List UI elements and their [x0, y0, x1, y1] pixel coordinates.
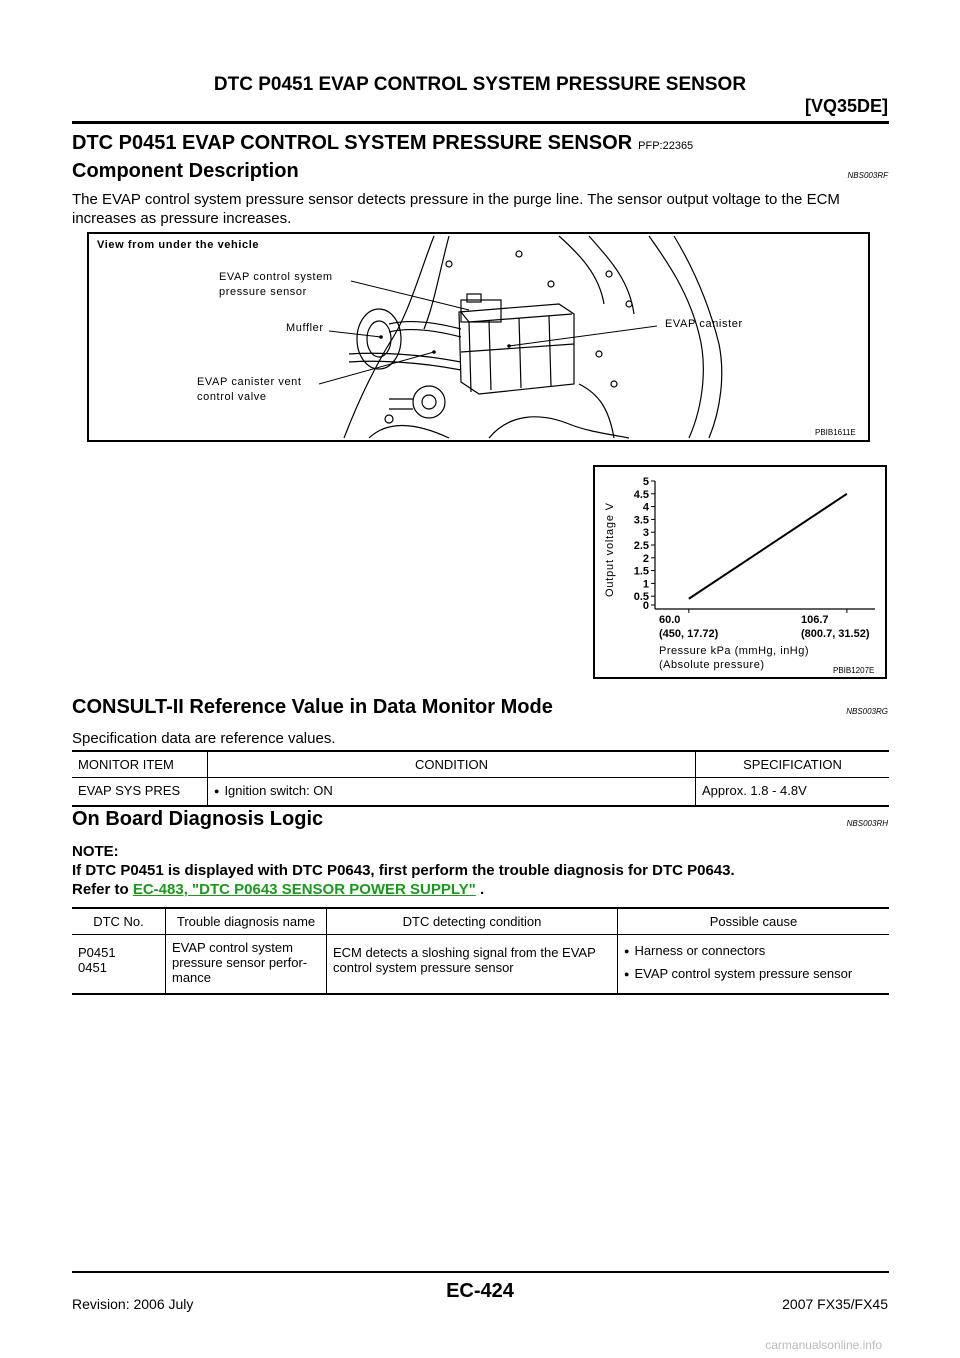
- y-axis-label: Output voltage V: [604, 502, 616, 597]
- table-header-row: [72, 751, 889, 778]
- figure-caption: View from under the vehicle: [97, 239, 260, 251]
- col-dtc-no: DTC No.: [72, 908, 166, 935]
- note-refer-text: Refer to: [72, 881, 133, 898]
- cell-trouble-name: EVAP control system pressure sensor perfor-mance: [166, 935, 327, 995]
- cell-monitor-item: EVAP SYS PRES: [72, 778, 208, 807]
- header-rule: [72, 121, 889, 124]
- y-tick-label: 4: [642, 501, 649, 514]
- watermark: carmanualsonline.info: [765, 1338, 882, 1352]
- y-tick-label: 0.5: [633, 591, 649, 604]
- reference-link[interactable]: EC-483, "DTC P0643 SENSOR POWER SUPPLY": [132, 881, 476, 898]
- cell-dtc-no: [72, 935, 166, 995]
- pfp-code: PFP:22365: [638, 140, 694, 152]
- consult-table: [72, 750, 889, 807]
- x-axis-label-line2: (Absolute pressure): [659, 659, 765, 671]
- y-tick-label: 1.5: [633, 565, 649, 578]
- col-specification: SPECIFICATION: [696, 751, 890, 778]
- section-title-text: DTC P0451 EVAP CONTROL SYSTEM PRESSURE SENSOR: [72, 132, 633, 154]
- page-number: EC-424: [446, 1280, 514, 1302]
- consult-heading: CONSULT-II Reference Value in Data Monitor Mode: [72, 696, 553, 718]
- y-tick-label: 4.5: [633, 488, 649, 501]
- revision: Revision: 2006 July: [72, 1296, 194, 1312]
- table-row: [72, 778, 889, 807]
- y-tick-label: 2.5: [633, 540, 649, 552]
- footer-rule: [72, 1271, 889, 1273]
- y-tick-label: 1: [642, 578, 649, 591]
- cell-possible-cause: [618, 935, 890, 995]
- x-tick-left-units: (450, 17.72): [659, 628, 719, 640]
- x-axis-label-line1: Pressure kPa (mmHg, inHg): [659, 645, 810, 657]
- label-evap-canister: EVAP canister: [665, 318, 743, 330]
- dtc-code-short: 0451: [78, 960, 107, 975]
- engine-code: [VQ35DE]: [804, 96, 888, 116]
- cell-detecting-condition: ECM detects a sloshing signal from the EVAP control system pressure sensor: [327, 935, 618, 995]
- y-tick-label: 0: [642, 600, 649, 612]
- label-pressure-sensor-line2: pressure sensor: [219, 286, 307, 298]
- component-code: NBS003RF: [847, 171, 888, 180]
- y-tick-label: 3: [642, 527, 649, 540]
- consult-code: NBS003RG: [846, 707, 888, 716]
- col-possible-cause: Possible cause: [618, 908, 890, 935]
- component-text: The EVAP control system pressure sensor detects pressure in the purge line. The sensor output voltage to the ECM increases as pressure increases.: [72, 191, 840, 227]
- label-muffler: Muffler: [286, 322, 324, 334]
- component-heading: Component Description: [72, 160, 299, 182]
- label-vent-valve-line1: EVAP canister vent: [197, 376, 302, 388]
- col-detecting-condition: DTC detecting condition: [327, 908, 618, 935]
- cell-condition: ● Ignition switch: ON: [208, 778, 696, 807]
- page-header-title: DTC P0451 EVAP CONTROL SYSTEM PRESSURE SENSOR: [213, 74, 747, 95]
- label-vent-valve-line2: control valve: [197, 391, 267, 403]
- output-voltage-chart-figure: [593, 465, 887, 679]
- y-tick-label: 5: [642, 476, 649, 488]
- x-tick-right-value: 106.7: [801, 614, 829, 626]
- obd-code: NBS003RH: [846, 819, 888, 828]
- figure2-code: PBIB1207E: [833, 666, 875, 675]
- section-title: [72, 132, 693, 155]
- col-trouble-name: Trouble diagnosis name: [166, 908, 327, 935]
- col-condition: CONDITION: [208, 751, 696, 778]
- note-line2: [72, 880, 484, 899]
- note-line1: If DTC P0451 is displayed with DTC P0643, first perform the trouble diagnosis for DTC P0643.: [72, 862, 735, 879]
- cause-item: ● Harness or connectors: [624, 943, 883, 960]
- obd-heading: On Board Diagnosis Logic: [72, 808, 324, 830]
- x-tick-right-units: (800.7, 31.52): [801, 628, 870, 640]
- dtc-code: P0451: [78, 945, 116, 960]
- y-tick-label: 3.5: [633, 514, 649, 527]
- cell-specification: Approx. 1.8 - 4.8V: [696, 778, 890, 807]
- col-monitor-item: MONITOR ITEM: [72, 751, 208, 778]
- obd-table: [72, 907, 889, 995]
- consult-text: Specification data are reference values.: [72, 730, 336, 747]
- series-line: [689, 494, 847, 599]
- x-tick-left-value: 60.0: [659, 614, 681, 626]
- note-end: .: [475, 881, 485, 898]
- table-header-row: [72, 908, 889, 935]
- cause-item: ● EVAP control system pressure sensor: [624, 966, 883, 983]
- component-location-illustration: [89, 234, 868, 440]
- y-tick-label: 2: [642, 552, 649, 565]
- model: 2007 FX35/FX45: [782, 1296, 888, 1312]
- note-label: NOTE:: [72, 843, 119, 860]
- table-row: [72, 935, 889, 995]
- label-pressure-sensor-line1: EVAP control system: [219, 271, 333, 283]
- figure1-code: PBIB1611E: [815, 428, 856, 437]
- component-location-figure: [87, 232, 870, 442]
